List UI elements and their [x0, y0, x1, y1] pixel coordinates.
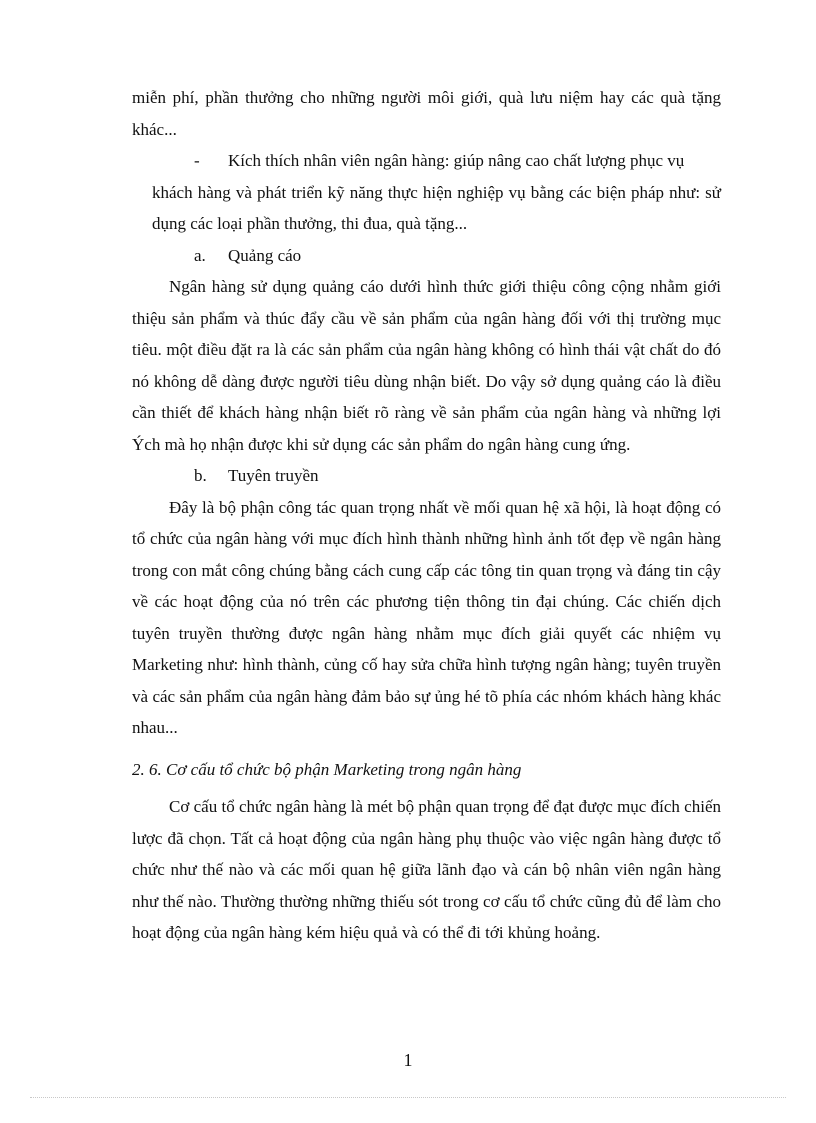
section-heading: 2. 6. Cơ cấu tổ chức bộ phận Marketing trong ngân hàng — [132, 759, 522, 779]
bullet-dash: - — [194, 151, 200, 170]
bullet-item — [194, 145, 721, 177]
subheading-a — [194, 240, 721, 272]
paragraph-propaganda: Đây là bộ phận công tác quan trọng nhất về mối quan hệ xã hội, là hoạt động có tổ chức của ngân hàng với mục đích hình thành những hình ảnh tốt đẹp về ngân hàng trong con mắt công chúng bằng cách cung cấp các tông tin quan trọng và đáng tin cậy về các hoạt động của nó trên các phương tiện thông tin đại chúng. Các chiến dịch tuyên truyền thường được ngân hàng nhằm mục đích giải quyết các nhiệm vụ Marketing như: hình thành, củng cố hay sửa chữa hình tượng ngân hàng; tuyên truyền và các sản phẩm của ngân hàng đảm bảo sự ủng hé tõ phía các nhóm khách hàng khác nhau... — [132, 497, 721, 737]
subheading-a-letter: a. — [194, 245, 206, 265]
paragraph-organization: Cơ cấu tổ chức ngân hàng là mét bộ phận quan trọng để đạt được mục đích chiến lược đã chọn. Tất cả hoạt động của ngân hàng phụ thuộc vào việc ngân hàng được tổ chức như thế nào và các mối quan hệ giữa lãnh đạo và cán bộ nhân viên ngân hàng như thế nào. Thường thường những thiếu sót trong cơ cấu tổ chức cũng đủ để làm cho hoạt động của ngân hàng kém hiệu quả và có thể đi tới khủng hoảng. — [132, 797, 721, 942]
page-content — [132, 82, 721, 949]
subheading-b — [194, 460, 721, 492]
subheading-b-letter: b. — [194, 466, 207, 485]
paragraph-continuation: miễn phí, phần thưởng cho những người môi giới, quà lưu niệm hay các quà tặng khác... — [132, 88, 721, 139]
footer-divider — [30, 1097, 786, 1098]
subheading-b-title: Tuyên truyền — [228, 466, 319, 485]
bullet-continuation: khách hàng và phát triển kỹ năng thực hiện nghiệp vụ bằng các biện pháp như: sử dụng các loại phần thưởng, thi đua, quà tặng... — [152, 182, 721, 233]
subheading-a-title: Quảng cáo — [228, 245, 302, 265]
bullet-first-line: Kích thích nhân viên ngân hàng: giúp nâng cao chất lượng phục vụ — [228, 151, 685, 170]
paragraph-advertising: Ngân hàng sử dụng quảng cáo dưới hình thức giới thiệu công cộng nhằm giới thiệu sản phẩm và thúc đẩy cầu về sản phẩm của ngân hàng đối với thị trường mục tiêu. một điều đặt ra là các sản phẩm của ngân hàng không có hình thái vật chất do đó nó không dễ dàng được người tiêu dùng nhận biết. Do vậy sở dụng quảng cáo là điều cần thiết để khách hàng nhận biết rõ ràng về sản phẩm của ngân hàng và những lợi Ých mà họ nhận được khi sử dụng các sản phẩm do ngân hàng cung ứng. — [132, 277, 721, 454]
page-number: 1 — [403, 1050, 413, 1070]
